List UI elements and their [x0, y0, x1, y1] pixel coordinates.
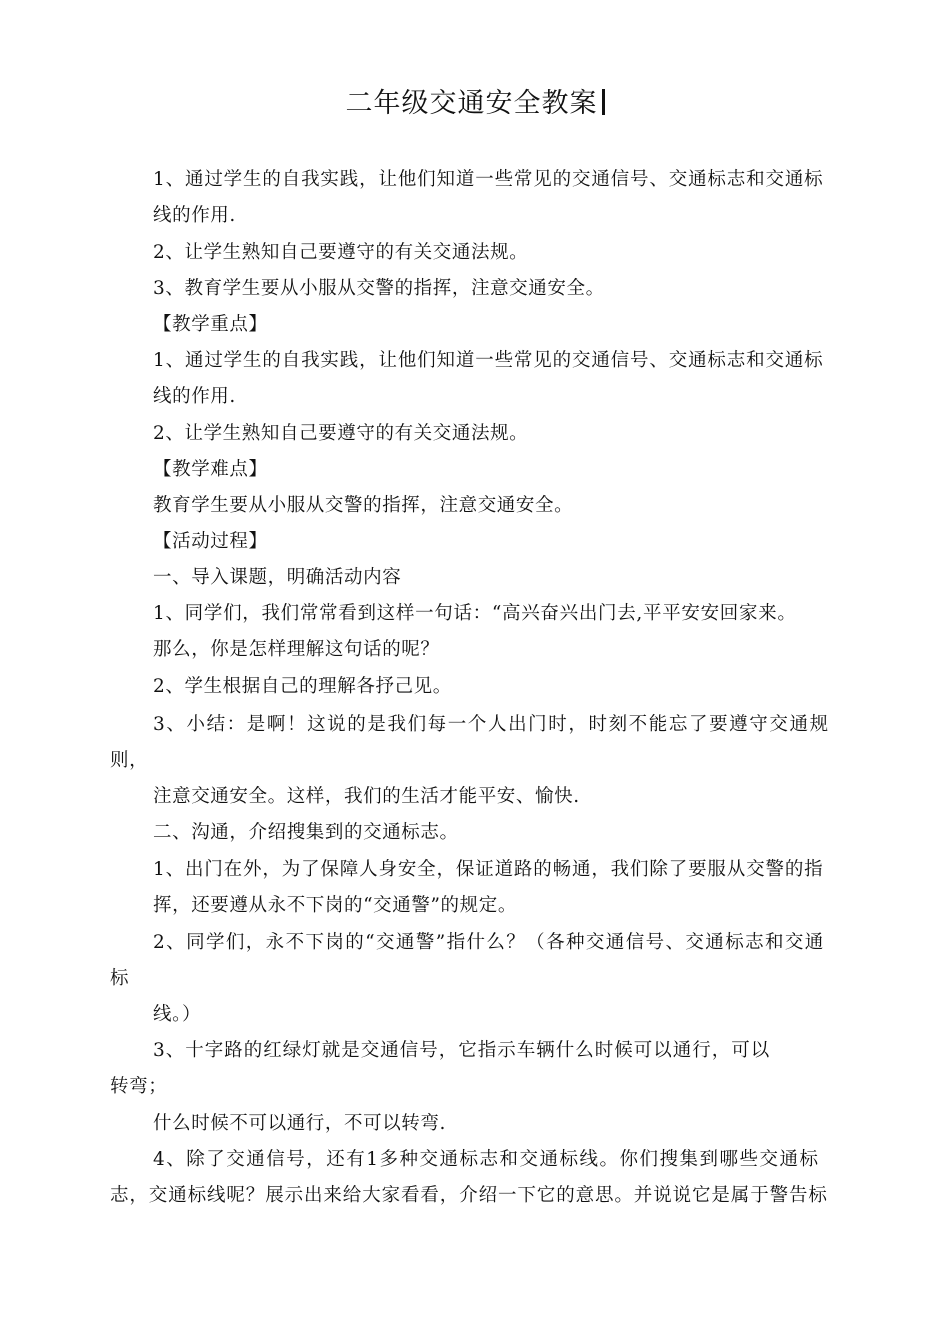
paragraph-line: 1、同学们，我们常常看到这样一句话：“高兴奋兴出门去,平平安安回家来。: [153, 603, 797, 624]
paragraph-line: 2、让学生熟知自己要遵守的有关交通法规。: [153, 242, 529, 263]
paragraph-line: 4、除了交通信号，还有1多种交通标志和交通标线。你们搜集到哪些交通标: [153, 1149, 820, 1170]
section-heading: 【教学难点】: [153, 459, 268, 480]
paragraph-line: 那么，你是怎样理解这句话的呢？: [153, 639, 440, 660]
section-heading: 【活动过程】: [153, 531, 268, 552]
paragraph-line: 3、教育学生要从小服从交警的指挥，注意交通安全。: [153, 278, 605, 299]
paragraph-line: 志，交通标线呢？展示出来给大家看看，介绍一下它的意思。并说说它是属于警告标: [110, 1185, 828, 1206]
paragraph-line: 3、小结：是啊！这说的是我们每一个人出门时，时刻不能忘了要遵守交通规: [153, 714, 830, 735]
paragraph-line: 挥，还要遵从永不下岗的“交通警”的规定。: [153, 895, 517, 916]
paragraph-line: 一、导入课题，明确活动内容: [153, 567, 402, 588]
paragraph-line: 1、通过学生的自我实践，让他们知道一些常见的交通信号、交通标志和交通标: [153, 169, 824, 190]
paragraph-line: 转弯；: [110, 1076, 168, 1097]
paragraph-line: 1、出门在外，为了保障人身安全，保证道路的畅通，我们除了要服从交警的指: [153, 859, 824, 880]
section-heading: 【教学重点】: [153, 314, 268, 335]
document-title-block: [0, 84, 950, 124]
paragraph-line: 3、十字路的红绿灯就是交通信号，它指示车辆什么时候可以通行，可以: [153, 1040, 771, 1061]
paragraph-line: 线。）: [153, 1004, 202, 1025]
paragraph-line: 教育学生要从小服从交警的指挥，注意交通安全。: [153, 495, 574, 516]
paragraph-line: 线的作用.: [153, 386, 236, 407]
paragraph-line: 则，: [110, 750, 149, 771]
paragraph-line: 什么时候不可以通行，不可以转弯.: [153, 1113, 446, 1134]
paragraph-line: 2、让学生熟知自己要遵守的有关交通法规。: [153, 423, 529, 444]
paragraph-line: 线的作用.: [153, 205, 236, 226]
paragraph-line: 2、同学们，永不下岗的“交通警”指什么？（各种交通信号、交通标志和交通: [153, 932, 825, 953]
paragraph-line: 注意交通安全。这样，我们的生活才能平安、愉快.: [153, 786, 580, 807]
paragraph-line: 1、通过学生的自我实践，让他们知道一些常见的交通信号、交通标志和交通标: [153, 350, 824, 371]
paragraph-line: 二、沟通，介绍搜集到的交通标志。: [153, 822, 459, 843]
text-cursor: [602, 89, 605, 115]
paragraph-line: 2、学生根据自己的理解各抒己见。: [153, 676, 452, 697]
paragraph-line: 标: [110, 968, 130, 989]
document-title: 二年级交通安全教案: [345, 88, 598, 119]
